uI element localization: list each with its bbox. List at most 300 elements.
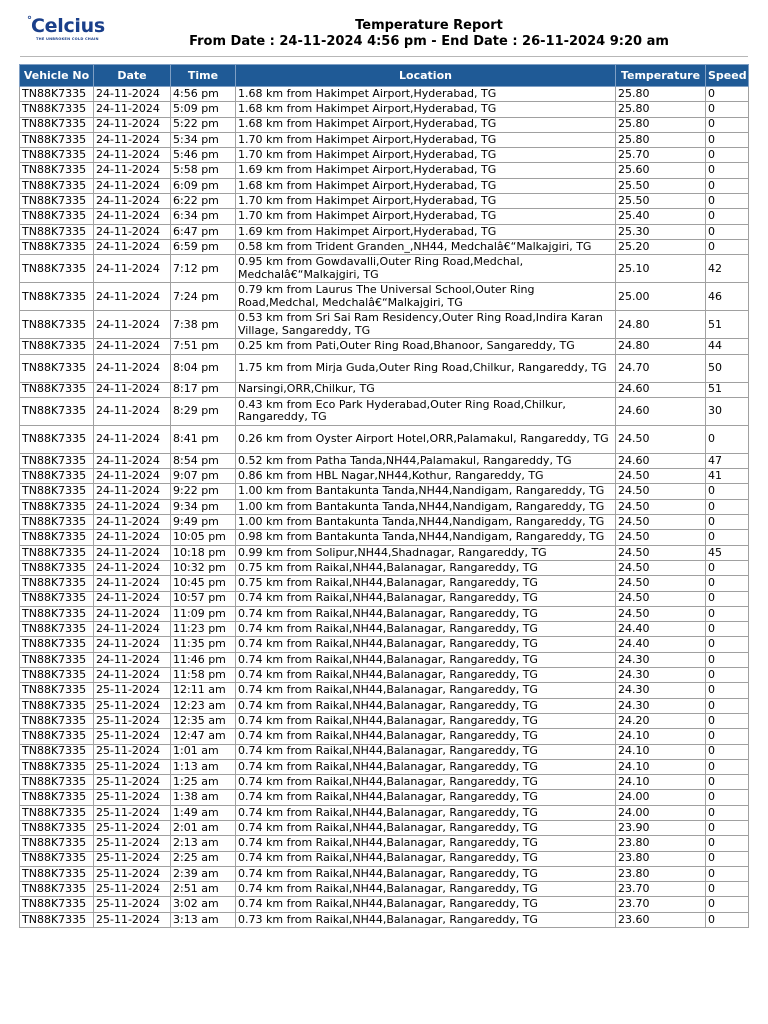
cell-location: 0.74 km from Raikal,NH44,Balanagar, Rangareddy, TG — [236, 683, 616, 698]
cell-location: 1.00 km from Bantakunta Tanda,NH44,Nandigam, Rangareddy, TG — [236, 484, 616, 499]
cell-speed: 0 — [706, 515, 749, 530]
cell-date: 24-11-2024 — [94, 239, 171, 254]
cell-vehicle-no: TN88K7335 — [20, 820, 94, 835]
cell-date: 24-11-2024 — [94, 622, 171, 637]
table-row — [20, 836, 749, 851]
cell-speed: 0 — [706, 866, 749, 881]
cell-speed: 0 — [706, 622, 749, 637]
cell-date: 24-11-2024 — [94, 354, 171, 382]
cell-date: 25-11-2024 — [94, 836, 171, 851]
cell-speed: 30 — [706, 397, 749, 425]
cell-location: 0.25 km from Pati,Outer Ring Road,Bhanoor, Sangareddy, TG — [236, 339, 616, 354]
brand-tagline: THE UNBROKEN COLD CHAIN — [36, 37, 99, 41]
column-header-vehicle-no: Vehicle No — [20, 65, 94, 87]
cell-temperature: 24.00 — [616, 805, 706, 820]
cell-speed: 0 — [706, 117, 749, 132]
table-row — [20, 469, 749, 484]
cell-temperature: 24.50 — [616, 499, 706, 514]
cell-time: 8:54 pm — [171, 453, 236, 468]
cell-location: 0.74 km from Raikal,NH44,Balanagar, Rangareddy, TG — [236, 637, 616, 652]
cell-location: 0.74 km from Raikal,NH44,Balanagar, Rangareddy, TG — [236, 759, 616, 774]
cell-date: 24-11-2024 — [94, 560, 171, 575]
cell-time: 1:49 am — [171, 805, 236, 820]
cell-time: 7:24 pm — [171, 283, 236, 311]
table-row — [20, 117, 749, 132]
cell-location: 0.58 km from Trident Granden_,NH44, Medchalâ€“Malkajgiri, TG — [236, 239, 616, 254]
cell-date: 24-11-2024 — [94, 484, 171, 499]
cell-location: Narsingi,ORR,Chilkur, TG — [236, 382, 616, 397]
cell-location: 1.00 km from Bantakunta Tanda,NH44,Nandigam, Rangareddy, TG — [236, 515, 616, 530]
cell-vehicle-no: TN88K7335 — [20, 339, 94, 354]
cell-speed: 51 — [706, 382, 749, 397]
cell-time: 6:34 pm — [171, 209, 236, 224]
cell-temperature: 23.70 — [616, 897, 706, 912]
cell-vehicle-no: TN88K7335 — [20, 530, 94, 545]
cell-temperature: 23.60 — [616, 912, 706, 927]
cell-location: 1.70 km from Hakimpet Airport,Hyderabad, TG — [236, 209, 616, 224]
cell-speed: 0 — [706, 239, 749, 254]
cell-location: 0.43 km from Eco Park Hyderabad,Outer Ring Road,Chilkur, Rangareddy, TG — [236, 397, 616, 425]
table-row — [20, 87, 749, 102]
cell-date: 24-11-2024 — [94, 530, 171, 545]
cell-location: 0.74 km from Raikal,NH44,Balanagar, Rangareddy, TG — [236, 606, 616, 621]
cell-vehicle-no: TN88K7335 — [20, 224, 94, 239]
cell-temperature: 24.50 — [616, 606, 706, 621]
table-row — [20, 530, 749, 545]
cell-speed: 0 — [706, 163, 749, 178]
table-row — [20, 453, 749, 468]
cell-time: 6:22 pm — [171, 194, 236, 209]
cell-speed: 0 — [706, 668, 749, 683]
cell-time: 5:34 pm — [171, 132, 236, 147]
table-row — [20, 606, 749, 621]
cell-speed: 44 — [706, 339, 749, 354]
cell-vehicle-no: TN88K7335 — [20, 178, 94, 193]
cell-date: 25-11-2024 — [94, 759, 171, 774]
cell-vehicle-no: TN88K7335 — [20, 836, 94, 851]
table-body — [20, 87, 749, 928]
cell-temperature: 24.30 — [616, 698, 706, 713]
cell-temperature: 23.70 — [616, 882, 706, 897]
cell-date: 25-11-2024 — [94, 775, 171, 790]
table-row — [20, 713, 749, 728]
cell-time: 7:51 pm — [171, 339, 236, 354]
cell-time: 11:58 pm — [171, 668, 236, 683]
cell-date: 24-11-2024 — [94, 178, 171, 193]
cell-location: 0.74 km from Raikal,NH44,Balanagar, Rangareddy, TG — [236, 652, 616, 667]
cell-vehicle-no: TN88K7335 — [20, 713, 94, 728]
cell-vehicle-no: TN88K7335 — [20, 453, 94, 468]
cell-location: 0.98 km from Bantakunta Tanda,NH44,Nandigam, Rangareddy, TG — [236, 530, 616, 545]
cell-vehicle-no: TN88K7335 — [20, 606, 94, 621]
table-row — [20, 255, 749, 283]
cell-date: 24-11-2024 — [94, 606, 171, 621]
table-row — [20, 484, 749, 499]
cell-date: 25-11-2024 — [94, 866, 171, 881]
cell-speed: 0 — [706, 224, 749, 239]
cell-vehicle-no: TN88K7335 — [20, 805, 94, 820]
table-row — [20, 425, 749, 453]
cell-date: 24-11-2024 — [94, 382, 171, 397]
cell-vehicle-no: TN88K7335 — [20, 560, 94, 575]
cell-date: 25-11-2024 — [94, 820, 171, 835]
cell-time: 3:13 am — [171, 912, 236, 927]
cell-vehicle-no: TN88K7335 — [20, 239, 94, 254]
cell-speed: 0 — [706, 209, 749, 224]
cell-temperature: 24.00 — [616, 790, 706, 805]
cell-vehicle-no: TN88K7335 — [20, 729, 94, 744]
cell-speed: 41 — [706, 469, 749, 484]
table-row — [20, 178, 749, 193]
table-row — [20, 683, 749, 698]
cell-time: 10:57 pm — [171, 591, 236, 606]
cell-temperature: 25.70 — [616, 148, 706, 163]
cell-vehicle-no: TN88K7335 — [20, 775, 94, 790]
cell-time: 9:22 pm — [171, 484, 236, 499]
cell-time: 1:38 am — [171, 790, 236, 805]
cell-speed: 0 — [706, 790, 749, 805]
cell-vehicle-no: TN88K7335 — [20, 622, 94, 637]
cell-vehicle-no: TN88K7335 — [20, 515, 94, 530]
cell-vehicle-no: TN88K7335 — [20, 683, 94, 698]
cell-location: 0.52 km from Patha Tanda,NH44,Palamakul, Rangareddy, TG — [236, 453, 616, 468]
cell-time: 10:18 pm — [171, 545, 236, 560]
cell-speed: 42 — [706, 255, 749, 283]
table-row — [20, 148, 749, 163]
table-row — [20, 354, 749, 382]
cell-location: 0.73 km from Raikal,NH44,Balanagar, Rangareddy, TG — [236, 912, 616, 927]
cell-speed: 0 — [706, 652, 749, 667]
cell-temperature: 25.80 — [616, 87, 706, 102]
cell-vehicle-no: TN88K7335 — [20, 469, 94, 484]
cell-time: 2:51 am — [171, 882, 236, 897]
cell-date: 25-11-2024 — [94, 683, 171, 698]
cell-temperature: 23.90 — [616, 820, 706, 835]
cell-location: 0.95 km from Gowdavalli,Outer Ring Road,Medchal, Medchalâ€“Malkajgiri, TG — [236, 255, 616, 283]
cell-temperature: 23.80 — [616, 851, 706, 866]
cell-temperature: 25.80 — [616, 102, 706, 117]
table-row — [20, 576, 749, 591]
cell-time: 1:25 am — [171, 775, 236, 790]
table-row — [20, 866, 749, 881]
cell-temperature: 23.80 — [616, 866, 706, 881]
cell-date: 25-11-2024 — [94, 851, 171, 866]
cell-temperature: 24.50 — [616, 591, 706, 606]
cell-vehicle-no: TN88K7335 — [20, 882, 94, 897]
cell-temperature: 24.10 — [616, 759, 706, 774]
table-row — [20, 637, 749, 652]
cell-location: 1.68 km from Hakimpet Airport,Hyderabad, TG — [236, 178, 616, 193]
cell-temperature: 24.40 — [616, 622, 706, 637]
cell-location: 0.74 km from Raikal,NH44,Balanagar, Rangareddy, TG — [236, 729, 616, 744]
column-header-date: Date — [94, 65, 171, 87]
cell-time: 5:09 pm — [171, 102, 236, 117]
column-header-speed: Speed — [706, 65, 749, 87]
cell-time: 7:12 pm — [171, 255, 236, 283]
cell-time: 1:13 am — [171, 759, 236, 774]
table-row — [20, 668, 749, 683]
cell-speed: 0 — [706, 851, 749, 866]
cell-vehicle-no: TN88K7335 — [20, 209, 94, 224]
cell-time: 6:59 pm — [171, 239, 236, 254]
table-row — [20, 194, 749, 209]
brand-name: Celcius — [31, 15, 105, 37]
cell-speed: 0 — [706, 499, 749, 514]
cell-temperature: 24.60 — [616, 453, 706, 468]
cell-temperature: 24.10 — [616, 729, 706, 744]
cell-location: 0.53 km from Sri Sai Ram Residency,Outer Ring Road,Indira Karan Village, Sangareddy, TG — [236, 311, 616, 339]
cell-time: 11:23 pm — [171, 622, 236, 637]
cell-speed: 0 — [706, 637, 749, 652]
cell-date: 25-11-2024 — [94, 882, 171, 897]
table-row — [20, 820, 749, 835]
cell-speed: 51 — [706, 311, 749, 339]
cell-vehicle-no: TN88K7335 — [20, 851, 94, 866]
cell-date: 24-11-2024 — [94, 132, 171, 147]
cell-speed: 0 — [706, 897, 749, 912]
cell-vehicle-no: TN88K7335 — [20, 102, 94, 117]
cell-temperature: 25.60 — [616, 163, 706, 178]
header-divider — [20, 56, 748, 57]
cell-speed: 0 — [706, 713, 749, 728]
cell-vehicle-no: TN88K7335 — [20, 591, 94, 606]
cell-speed: 0 — [706, 591, 749, 606]
cell-speed: 0 — [706, 102, 749, 117]
cell-temperature: 25.20 — [616, 239, 706, 254]
table-row — [20, 209, 749, 224]
cell-location: 0.75 km from Raikal,NH44,Balanagar, Rangareddy, TG — [236, 560, 616, 575]
table-row — [20, 545, 749, 560]
table-row — [20, 790, 749, 805]
report-title: Temperature Report — [355, 18, 503, 33]
cell-location: 0.74 km from Raikal,NH44,Balanagar, Rangareddy, TG — [236, 622, 616, 637]
cell-temperature: 25.00 — [616, 283, 706, 311]
cell-speed: 0 — [706, 484, 749, 499]
cell-temperature: 24.20 — [616, 713, 706, 728]
cell-time: 10:45 pm — [171, 576, 236, 591]
table-row — [20, 698, 749, 713]
cell-time: 9:49 pm — [171, 515, 236, 530]
cell-time: 7:38 pm — [171, 311, 236, 339]
cell-vehicle-no: TN88K7335 — [20, 652, 94, 667]
cell-date: 24-11-2024 — [94, 209, 171, 224]
cell-speed: 0 — [706, 576, 749, 591]
cell-vehicle-no: TN88K7335 — [20, 897, 94, 912]
cell-temperature: 25.30 — [616, 224, 706, 239]
cell-location: 0.74 km from Raikal,NH44,Balanagar, Rangareddy, TG — [236, 790, 616, 805]
cell-vehicle-no: TN88K7335 — [20, 698, 94, 713]
report-header — [0, 15, 768, 50]
cell-temperature: 24.50 — [616, 530, 706, 545]
cell-temperature: 25.40 — [616, 209, 706, 224]
cell-date: 24-11-2024 — [94, 469, 171, 484]
cell-vehicle-no: TN88K7335 — [20, 576, 94, 591]
cell-speed: 0 — [706, 882, 749, 897]
cell-time: 2:39 am — [171, 866, 236, 881]
cell-temperature: 24.70 — [616, 354, 706, 382]
cell-date: 25-11-2024 — [94, 698, 171, 713]
cell-temperature: 25.50 — [616, 194, 706, 209]
cell-location: 1.68 km from Hakimpet Airport,Hyderabad, TG — [236, 117, 616, 132]
cell-date: 25-11-2024 — [94, 805, 171, 820]
cell-temperature: 24.80 — [616, 311, 706, 339]
cell-location: 1.70 km from Hakimpet Airport,Hyderabad, TG — [236, 132, 616, 147]
cell-vehicle-no: TN88K7335 — [20, 255, 94, 283]
cell-temperature: 24.50 — [616, 484, 706, 499]
cell-location: 0.74 km from Raikal,NH44,Balanagar, Rangareddy, TG — [236, 805, 616, 820]
cell-date: 24-11-2024 — [94, 499, 171, 514]
table-row — [20, 805, 749, 820]
cell-speed: 0 — [706, 425, 749, 453]
cell-temperature: 24.50 — [616, 560, 706, 575]
cell-time: 9:34 pm — [171, 499, 236, 514]
cell-temperature: 24.50 — [616, 425, 706, 453]
cell-speed: 47 — [706, 453, 749, 468]
cell-vehicle-no: TN88K7335 — [20, 425, 94, 453]
cell-location: 0.74 km from Raikal,NH44,Balanagar, Rangareddy, TG — [236, 668, 616, 683]
cell-vehicle-no: TN88K7335 — [20, 397, 94, 425]
cell-time: 12:23 am — [171, 698, 236, 713]
table-row — [20, 591, 749, 606]
table-row — [20, 224, 749, 239]
cell-location: 0.74 km from Raikal,NH44,Balanagar, Rangareddy, TG — [236, 836, 616, 851]
cell-speed: 0 — [706, 530, 749, 545]
cell-location: 1.68 km from Hakimpet Airport,Hyderabad, TG — [236, 87, 616, 102]
column-header-time: Time — [171, 65, 236, 87]
cell-temperature: 24.30 — [616, 652, 706, 667]
cell-location: 1.70 km from Hakimpet Airport,Hyderabad, TG — [236, 194, 616, 209]
temperature-table — [19, 64, 749, 928]
cell-time: 2:25 am — [171, 851, 236, 866]
cell-location: 1.75 km from Mirja Guda,Outer Ring Road,Chilkur, Rangareddy, TG — [236, 354, 616, 382]
cell-vehicle-no: TN88K7335 — [20, 790, 94, 805]
cell-vehicle-no: TN88K7335 — [20, 499, 94, 514]
cell-location: 0.74 km from Raikal,NH44,Balanagar, Rangareddy, TG — [236, 698, 616, 713]
cell-vehicle-no: TN88K7335 — [20, 194, 94, 209]
cell-temperature: 24.30 — [616, 668, 706, 683]
cell-date: 25-11-2024 — [94, 744, 171, 759]
cell-date: 24-11-2024 — [94, 425, 171, 453]
report-date-range: From Date : 24-11-2024 4:56 pm - End Date : 26-11-2024 9:20 am — [189, 34, 669, 49]
cell-location: 0.26 km from Oyster Airport Hotel,ORR,Palamakul, Rangareddy, TG — [236, 425, 616, 453]
cell-time: 6:09 pm — [171, 178, 236, 193]
table-row — [20, 622, 749, 637]
cell-date: 24-11-2024 — [94, 545, 171, 560]
cell-time: 4:56 pm — [171, 87, 236, 102]
cell-time: 11:46 pm — [171, 652, 236, 667]
cell-temperature: 24.40 — [616, 637, 706, 652]
cell-temperature: 24.50 — [616, 515, 706, 530]
cell-time: 1:01 am — [171, 744, 236, 759]
cell-speed: 0 — [706, 132, 749, 147]
cell-vehicle-no: TN88K7335 — [20, 283, 94, 311]
cell-speed: 0 — [706, 87, 749, 102]
cell-date: 24-11-2024 — [94, 576, 171, 591]
cell-location: 0.86 km from HBL Nagar,NH44,Kothur, Rangareddy, TG — [236, 469, 616, 484]
cell-date: 24-11-2024 — [94, 339, 171, 354]
cell-date: 25-11-2024 — [94, 912, 171, 927]
cell-date: 24-11-2024 — [94, 148, 171, 163]
cell-speed: 0 — [706, 912, 749, 927]
table-row — [20, 163, 749, 178]
cell-time: 12:47 am — [171, 729, 236, 744]
cell-date: 24-11-2024 — [94, 668, 171, 683]
cell-speed: 0 — [706, 560, 749, 575]
cell-date: 24-11-2024 — [94, 453, 171, 468]
cell-vehicle-no: TN88K7335 — [20, 382, 94, 397]
column-header-temperature: Temperature — [616, 65, 706, 87]
cell-temperature: 23.80 — [616, 836, 706, 851]
cell-date: 24-11-2024 — [94, 591, 171, 606]
cell-vehicle-no: TN88K7335 — [20, 744, 94, 759]
cell-vehicle-no: TN88K7335 — [20, 311, 94, 339]
cell-time: 12:35 am — [171, 713, 236, 728]
cell-temperature: 25.50 — [616, 178, 706, 193]
cell-vehicle-no: TN88K7335 — [20, 759, 94, 774]
table-row — [20, 339, 749, 354]
cell-date: 24-11-2024 — [94, 283, 171, 311]
cell-temperature: 24.50 — [616, 545, 706, 560]
cell-date: 24-11-2024 — [94, 224, 171, 239]
cell-speed: 0 — [706, 805, 749, 820]
cell-temperature: 24.50 — [616, 469, 706, 484]
table-row — [20, 851, 749, 866]
cell-location: 1.70 km from Hakimpet Airport,Hyderabad, TG — [236, 148, 616, 163]
cell-location: 0.75 km from Raikal,NH44,Balanagar, Rangareddy, TG — [236, 576, 616, 591]
cell-vehicle-no: TN88K7335 — [20, 354, 94, 382]
cell-speed: 0 — [706, 775, 749, 790]
cell-speed: 0 — [706, 606, 749, 621]
degree-icon: ° — [27, 15, 32, 26]
cell-time: 5:58 pm — [171, 163, 236, 178]
table-row — [20, 499, 749, 514]
cell-temperature: 24.10 — [616, 775, 706, 790]
cell-temperature: 25.10 — [616, 255, 706, 283]
cell-location: 0.74 km from Raikal,NH44,Balanagar, Rangareddy, TG — [236, 866, 616, 881]
cell-date: 24-11-2024 — [94, 515, 171, 530]
cell-date: 24-11-2024 — [94, 163, 171, 178]
cell-location: 0.74 km from Raikal,NH44,Balanagar, Rangareddy, TG — [236, 820, 616, 835]
cell-time: 3:02 am — [171, 897, 236, 912]
cell-vehicle-no: TN88K7335 — [20, 132, 94, 147]
cell-vehicle-no: TN88K7335 — [20, 163, 94, 178]
cell-time: 8:04 pm — [171, 354, 236, 382]
cell-location: 0.74 km from Raikal,NH44,Balanagar, Rangareddy, TG — [236, 744, 616, 759]
cell-speed: 0 — [706, 744, 749, 759]
cell-location: 0.99 km from Solipur,NH44,Shadnagar, Rangareddy, TG — [236, 545, 616, 560]
table-row — [20, 652, 749, 667]
cell-location: 1.68 km from Hakimpet Airport,Hyderabad, TG — [236, 102, 616, 117]
cell-time: 10:32 pm — [171, 560, 236, 575]
cell-date: 24-11-2024 — [94, 117, 171, 132]
table-row — [20, 132, 749, 147]
cell-date: 25-11-2024 — [94, 897, 171, 912]
cell-temperature: 24.80 — [616, 339, 706, 354]
table-row — [20, 759, 749, 774]
cell-location: 0.74 km from Raikal,NH44,Balanagar, Rangareddy, TG — [236, 591, 616, 606]
cell-vehicle-no: TN88K7335 — [20, 668, 94, 683]
cell-date: 24-11-2024 — [94, 87, 171, 102]
cell-temperature: 24.10 — [616, 744, 706, 759]
table-row — [20, 775, 749, 790]
cell-location: 0.74 km from Raikal,NH44,Balanagar, Rangareddy, TG — [236, 897, 616, 912]
table-row — [20, 744, 749, 759]
cell-speed: 0 — [706, 729, 749, 744]
table-row — [20, 283, 749, 311]
cell-time: 2:13 am — [171, 836, 236, 851]
cell-speed: 0 — [706, 698, 749, 713]
column-header-location: Location — [236, 65, 616, 87]
